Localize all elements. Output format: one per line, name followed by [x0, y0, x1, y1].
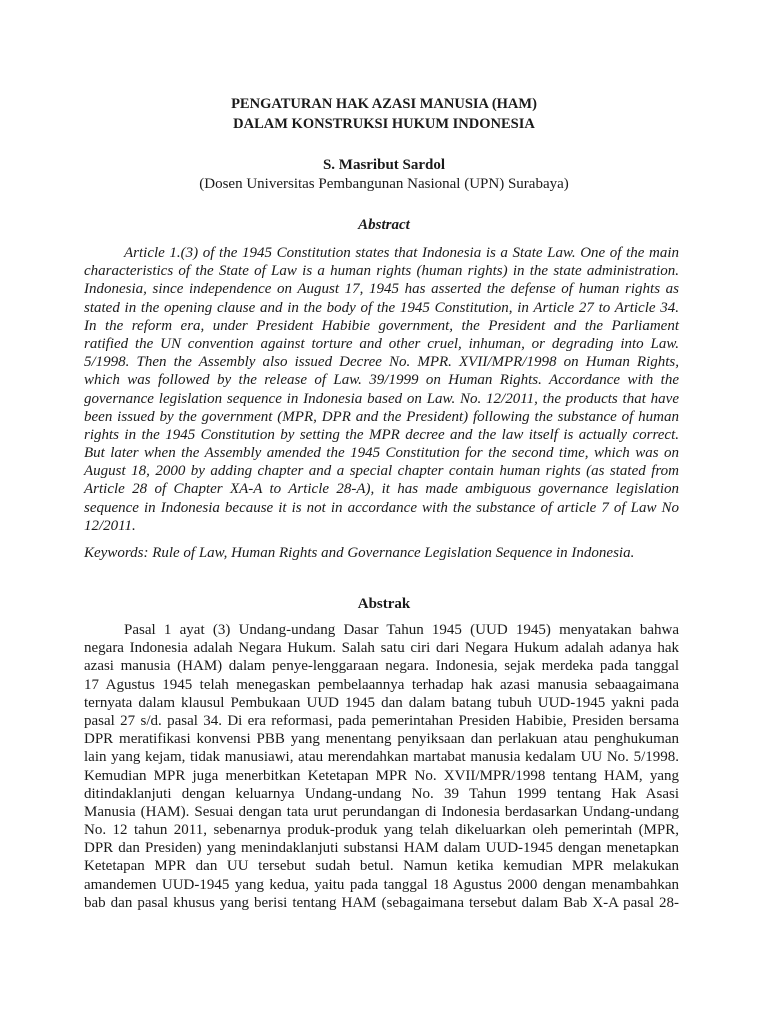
text-line: which was followed by the release of Law. 39/1999 on Human Rights. Accordance with the — [84, 372, 679, 389]
text-line: been issued by the government (MPR, DPR and the President) following the substance of human — [84, 408, 679, 425]
text-line: No. 12 tahun 2011, sebenarnya produk-produk yang telah dikeluarkan oleh pemerintah (MPR, — [84, 822, 679, 839]
text-line: But later when the Assembly amended the 1945 Constitution for the second time, which was on — [84, 445, 679, 462]
text-line: stated in the opening clause and in the body of the 1945 Constitution, in Article 27 to Article 34. — [84, 299, 679, 316]
text-line: August 18, 2000 by adding chapter and a special chapter contain human rights (as stated from — [84, 463, 679, 480]
text-line: amandemen UUD-1945 yang kedua, yaitu pada tanggal 18 Agustus 2000 dengan menambahkan — [84, 876, 679, 893]
text-line: In the reform era, under President Habibie government, the President and the Parliament — [84, 317, 679, 334]
text-line: Manusia (HAM). Sesuai dengan tata urut perundangan di Indonesia berdasarkan Undang-undang — [84, 803, 679, 820]
text-line: 12/2011. — [84, 517, 136, 534]
abstrak-indonesian-body — [84, 621, 679, 912]
text-line: Article 28 of Chapter XA-A to Article 28-A), it has made ambiguous governance legislation — [84, 481, 679, 498]
text-line: ratified the UN convention against torture and other cruel, inhuman, or degrading into Law. — [84, 335, 679, 352]
text-line: Ketetapan MPR dan UU tersebut sudah betul. Namun ketika kemudian MPR melakukan — [84, 858, 679, 875]
paper-title-line-2: DALAM KONSTRUKSI HUKUM INDONESIA — [233, 116, 535, 132]
text-line: Kemudian MPR juga menerbitkan Ketetapan MPR No. XVII/MPR/1998 tentang HAM, yang — [84, 767, 679, 784]
text-line: Article 1.(3) of the 1945 Constitution states that Indonesia is a State Law. One of the main — [124, 245, 679, 261]
abstrak-heading: Abstrak — [357, 596, 411, 612]
paper-title-line-1: PENGATURAN HAK AZASI MANUSIA (HAM) — [231, 96, 537, 112]
text-line: bab dan pasal khusus yang berisi tentang HAM (sebagaimana tersebut dalam Bab X-A pasal 28- — [84, 894, 679, 911]
text-line: characteristics of the State of Law is a human rights (human rights) in the state administration. — [84, 263, 679, 280]
text-line: pasal 27 s/d. pasal 34. Di era reformasi, pada pemerintahan Presiden Habibie, Presiden bersama — [84, 712, 679, 729]
text-line: negara Indonesia adalah Negara Hukum. Salah satu ciri dari Negara Hukum adalah adanya hak — [84, 640, 679, 657]
text-line: DPR dan Presiden) yang menindaklanjuti substansi HAM dalam UUD-1945 dengan menetapkan — [84, 840, 679, 857]
text-line: lain yang kejam, tidak manusiawi, atau merendahkan martabat manusia kedalam UU No. 5/1998. — [84, 749, 679, 766]
keywords: Keywords: Rule of Law, Human Rights and Governance Legislation Sequence in Indonesia. — [84, 545, 635, 561]
text-line: azasi manusia (HAM) dalam penye-lenggaraan negara. Indonesia, sejak merdeka pada tanggal — [84, 658, 679, 675]
text-line: 5/1998. Then the Assembly also issued Decree No. MPR. XVII/MPR/1998 on Human Rights, — [84, 354, 679, 371]
author-affiliation: (Dosen Universitas Pembangunan Nasional (UPN) Surabaya) — [199, 176, 569, 192]
text-line: Pasal 1 ayat (3) Undang-undang Dasar Tahun 1945 (UUD 1945) menyatakan bahwa — [124, 622, 679, 638]
author-name: S. Masribut Sardol — [322, 157, 446, 173]
abstract-heading: Abstract — [358, 217, 410, 233]
text-line: ternyata dalam klausul Pembukaan UUD 1945 dan dalam batang tubuh UUD-1945 yakni pada — [84, 694, 679, 711]
text-line: sequence in Indonesia because it is not in accordance with the substance of article 7 of Law No — [84, 499, 679, 516]
abstract-english-body — [84, 244, 679, 535]
text-line: ditindaklanjuti dengan keluarnya Undang-undang No. 39 Tahun 1999 tentang Hak Asasi — [84, 785, 679, 802]
text-line: rights in the 1945 Constitution by setting the MPR decree and the law itself is actually correct. — [84, 426, 679, 443]
text-line: DPR meratifikasi konvensi PBB yang menentang penyiksaan dan perlakuan atau penghukuman — [84, 731, 679, 748]
text-line: governance legislation sequence in Indonesia based on Law. No. 12/2011, the products that have — [84, 390, 679, 407]
text-line: 17 Agustus 1945 telah menegaskan pembelaannya terhadap hak azasi manusia sebaagaimana — [84, 676, 679, 693]
text-line: Indonesia, since independence on August 17, 1945 has asserted the defense of human rights as — [84, 281, 679, 298]
